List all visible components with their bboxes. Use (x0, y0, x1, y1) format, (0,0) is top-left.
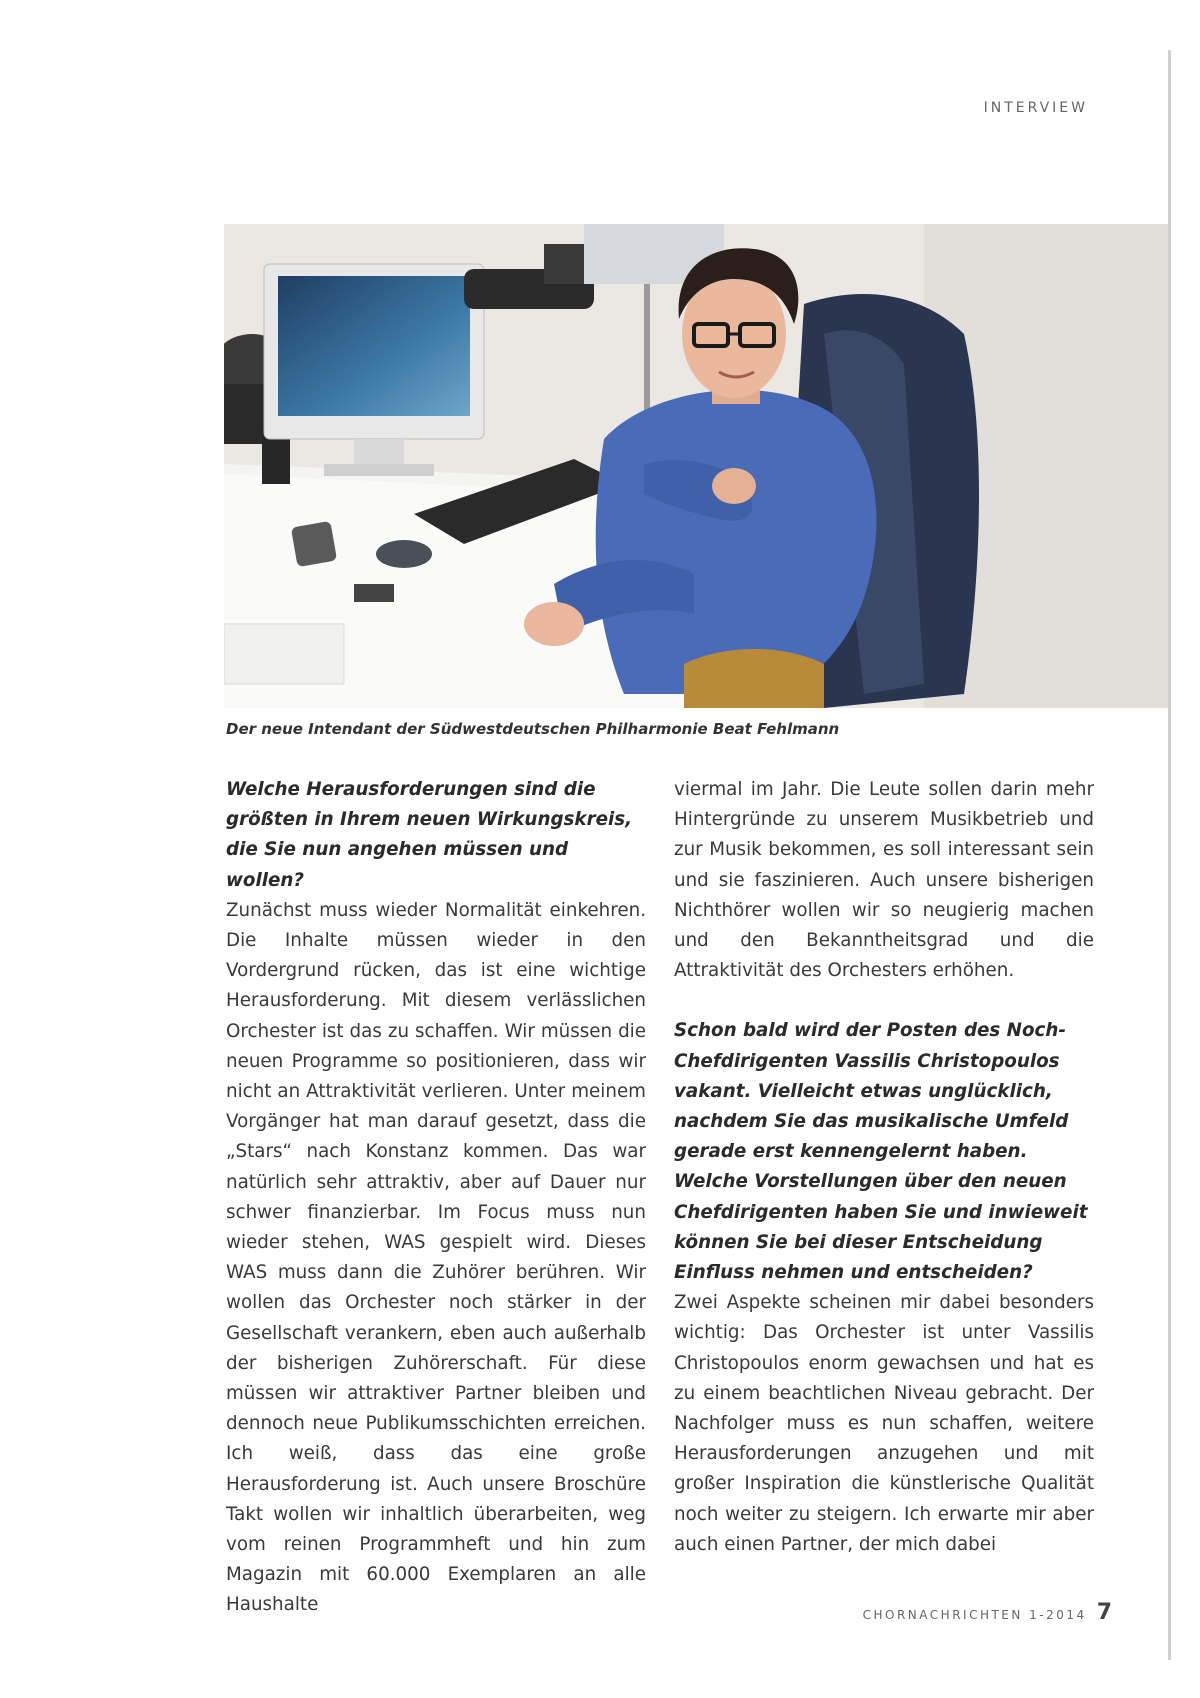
page-edge (1168, 50, 1171, 1660)
article-column-right (674, 775, 1094, 1560)
interview-answer-1: Zunächst muss wieder Normalität einkehren. Die Inhalte müssen wieder in den Vordergrund rücken, das ist eine wichtige Herausforderung. Mit diesem verlässlichen Orchester ist das zu schaffen. Wir müssen die neuen Programme so positionieren, dass wir nicht an Attraktivität verlieren. Unter meinem Vorgänger hat man darauf gesetzt, dass die „Stars“ nach Konstanz kommen. Das war natürlich sehr attraktiv, aber auf Dauer nur schwer finanzierbar. Im Focus muss nun wieder stehen, WAS gespielt wird. Dieses WAS muss dann die Zuhörer berühren. Wir wollen das Orchester noch stärker in der Gesellschaft verankern, eben auch außerhalb der bisherigen Zuhörerschaft. Für diese müssen wir attraktiver Partner bleiben und dennoch neue Publikumsschichten erreichen. Ich weiß, dass das eine große Herausforderung ist. Auch unsere Broschüre Takt wollen wir inhaltlich überarbeiten, weg vom reinen Programmheft und hin zum Magazin mit 60.000 Exemplaren an alle Haushalte (226, 899, 646, 1616)
interview-answer-1-continued: viermal im Jahr. Die Leute sollen darin mehr Hintergründe zu unserem Musikbetrieb und zur Musik bekommen, es soll interessant sein und sie faszinieren. Auch unsere bisherigen Nichthörer wollen wir so neugierig machen und den Bekanntheitsgrad und die Attraktivität des Orchesters erhöhen. (674, 779, 1094, 982)
photo-caption: Der neue Intendant der Südwestdeutschen Philharmonie Beat Fehlmann (226, 720, 840, 738)
interview-question-2: Schon bald wird der Posten des Noch-Chefdirigenten Vassilis Christopoulos vakant. Vielleicht etwas unglücklich, nachdem Sie das musikalische Umfeld gerade erst kennengelernt haben. Welche Vorstellungen über den neuen Chefdirigenten haben Sie und inwieweit können Sie bei dieser Entscheidung Einfluss nehmen und entscheiden? (674, 1020, 1088, 1284)
interview-answer-2: Zwei Aspekte scheinen mir dabei besonders wichtig: Das Orchester ist unter Vassilis Christopoulos enorm gewachsen und hat es zu einem beachtlichen Niveau gebracht. Der Nachfolger muss es nun schaffen, weitere Herausforderungen anzugehen und mit großer Inspiration die künstlerische Qualität noch weiter zu steigern. Ich erwarte mir aber auch einen Partner, der mich dabei (674, 1292, 1094, 1555)
page-footer (863, 1600, 1112, 1625)
article-photo (224, 224, 1168, 708)
photo-illustration (224, 224, 1168, 708)
publication-name: CHORNACHRICHTEN 1-2014 (862, 1608, 1087, 1622)
article-column-left (226, 775, 646, 1621)
section-label: INTERVIEW (983, 100, 1088, 116)
page-number: 7 (1096, 1600, 1112, 1625)
interview-question-1: Welche Herausforderungen sind die größten in Ihrem neuen Wirkungskreis, die Sie nun angehen müssen und wollen? (226, 779, 633, 891)
paragraph-gap (674, 986, 1094, 1016)
